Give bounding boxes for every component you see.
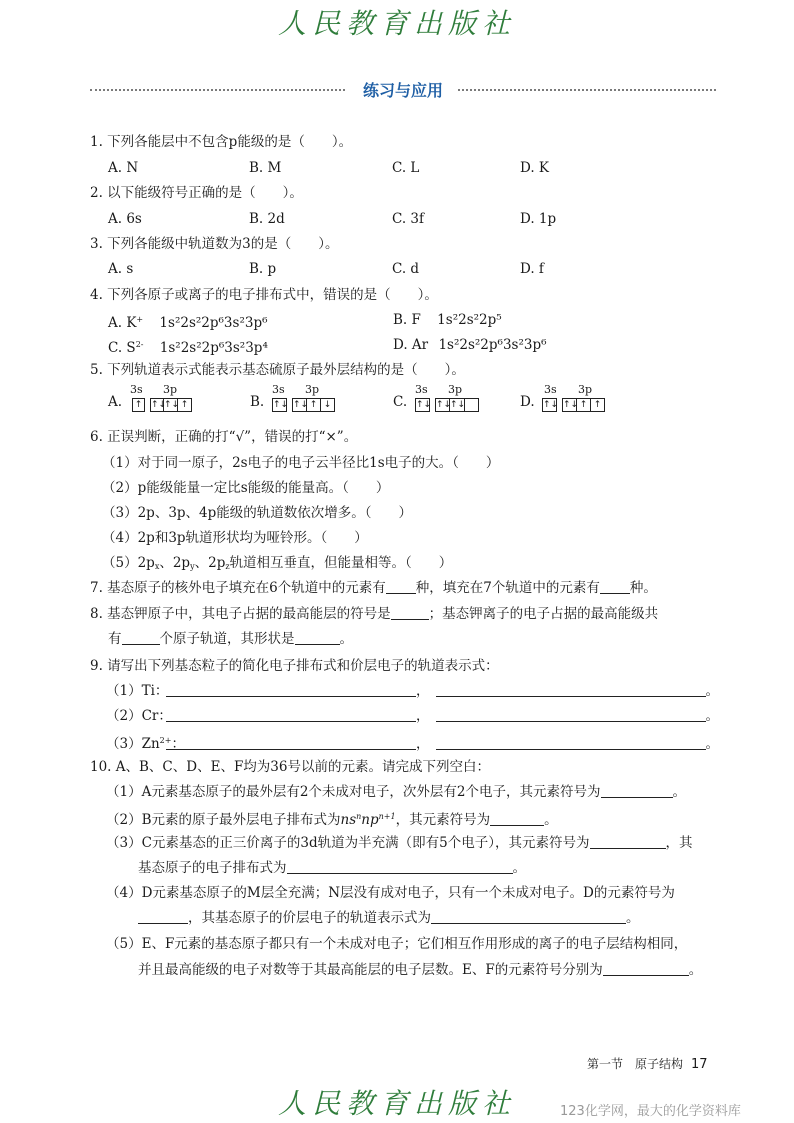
question-10-item-3-line-2 (138, 859, 526, 877)
question-4-option-a (108, 311, 268, 332)
label-3p: 3p (305, 383, 320, 396)
period: 。 (544, 812, 558, 828)
period: 。 (705, 683, 719, 699)
question-4-option-c (108, 336, 268, 357)
q8-part-1: 8. 基态钾原子中，其电子占据的最高能层的符号是 (90, 606, 391, 622)
period: 。 (705, 708, 719, 724)
question-2-stem: 2. 以下能级符号正确的是（ ）。 (90, 185, 303, 201)
option-b-label: B. F (393, 312, 421, 328)
comma: ， (416, 708, 430, 724)
q10-i2-text-b: ，其元素符号为 (395, 812, 491, 828)
question-7 (90, 579, 657, 597)
q9-item-label: （3）Zn (106, 736, 160, 752)
orbital-diagram (542, 398, 610, 412)
question-3-option-b: B. p (249, 261, 277, 277)
q8-part-4: 个原子轨道，其形状是 (159, 631, 295, 647)
question-2-option-d: D. 1p (520, 211, 557, 227)
orbital-box: ↑↓ (164, 400, 180, 410)
q7-part-3: 种。 (629, 580, 657, 596)
answer-blank[interactable] (287, 860, 513, 874)
answer-blank[interactable] (590, 835, 666, 849)
question-3-option-d: D. f (520, 261, 544, 277)
option-letter: D. (520, 394, 535, 410)
item5-part-b: 、2p (159, 555, 191, 571)
formula-n: n (356, 812, 362, 821)
question-9-item-2 (106, 707, 719, 725)
question-6-item-2: （2）p能级能量一定比s能级的能量高。（ ） (102, 480, 390, 496)
answer-blank[interactable] (431, 910, 626, 924)
orbital-box: ↑↓ (436, 400, 452, 410)
option-letter: C. (393, 394, 408, 410)
label-3p: 3p (448, 383, 463, 396)
orbital-box: ↑ (591, 398, 605, 412)
option-d-label: D. Ar (393, 337, 429, 353)
q10-i3-text: （3）C元素基态的正三价离子的3d轨道为半充满（即有5个电子），其元素符号为 (106, 835, 590, 851)
q8-part-5: 。 (339, 631, 353, 647)
question-6-item-3: （3）2p、3p、4p能级的轨道数依次增多。（ ） (102, 505, 413, 521)
option-a-config: 1s²2s²2p⁶3s²3p⁶ (159, 315, 268, 331)
q8-part-2: ；基态钾离子的电子占据的最高能级共 (428, 606, 659, 622)
question-1-option-a: A. N (108, 160, 139, 176)
label-3s: 3s (415, 383, 428, 396)
answer-blank[interactable] (436, 736, 706, 750)
subscript-y: y (190, 562, 195, 571)
question-10-item-5-line-2 (138, 961, 702, 979)
formula-n-plus-1: n+1 (378, 812, 396, 821)
question-10-item-1 (106, 783, 686, 801)
question-2-option-c: C. 3f (392, 211, 425, 227)
q10-i2-text: （2）B元素的原子最外层电子排布式为 (106, 812, 341, 828)
orbital-box (465, 398, 479, 412)
q7-part-2: 种，填充在7个轨道中的元素有 (415, 580, 600, 596)
option-a-charge: + (136, 315, 144, 324)
answer-blank[interactable] (436, 683, 706, 697)
orbital-box: ↑↓ (543, 400, 559, 410)
question-3-option-a: A. s (108, 261, 134, 277)
answer-blank[interactable] (391, 606, 429, 620)
option-letter: B. (250, 394, 265, 410)
page-footer (587, 1055, 708, 1072)
orbital-box: ↑↓ (450, 400, 466, 410)
question-9-item-1 (106, 682, 719, 700)
label-3s: 3s (544, 383, 557, 396)
answer-blank[interactable] (600, 580, 630, 594)
option-c-charge: 2- (135, 340, 144, 349)
orbital-box: ↑ (307, 398, 321, 412)
period: 。 (512, 860, 526, 876)
q7-part-1: 7. 基态原子的核外电子填充在6个轨道中的元素有 (90, 580, 386, 596)
publisher-logo-top: 人民教育出版社 (277, 7, 516, 40)
question-1-option-b: B. M (249, 160, 282, 176)
orbital-box: ↑↓ (416, 400, 432, 410)
question-3-option-c: C. d (392, 261, 420, 277)
orbital-diagram (132, 398, 197, 412)
q9-item-label: （2）Cr： (106, 708, 172, 724)
answer-blank[interactable] (122, 631, 160, 645)
question-10-item-2 (106, 808, 558, 829)
question-2-option-a: A. 6s (108, 211, 142, 227)
orbital-diagram (272, 398, 340, 412)
orbital-box: ↑↓ (151, 400, 167, 410)
answer-blank[interactable] (490, 812, 544, 826)
question-1-option-c: C. L (392, 160, 420, 176)
item5-part-a: （5）2p (102, 555, 155, 571)
orbital-box: ↑↓ (273, 400, 289, 410)
q10-i3-text-c: 基态原子的电子排布式为 (138, 860, 287, 876)
question-10-item-4-line-1: （4）D元素基态原子的M层全充满；N层没有成对电子，只有一个未成对电子。D的元素符号为 (106, 885, 675, 901)
q10-i3-text-b: ，其 (665, 835, 693, 851)
q8-part-3: 有 (108, 631, 122, 647)
q9-item-label: （1）Ti： (106, 683, 169, 699)
subscript-x: x (154, 562, 160, 571)
question-9-item-3 (106, 732, 719, 753)
question-6-item-4: （4）2p和3p轨道形状均为哑铃形。（ ） (102, 530, 368, 546)
question-10-item-4-line-2 (138, 909, 640, 927)
question-2-option-b: B. 2d (249, 211, 285, 227)
question-10-stem: 10. A、B、C、D、E、F均为36号以前的元素。请完成下列空白： (90, 759, 490, 775)
page-number: 17 (691, 1057, 708, 1072)
question-1-option-d: D. K (520, 160, 550, 176)
answer-blank[interactable] (166, 736, 416, 750)
orbital-box: ↓ (321, 398, 335, 412)
question-5-stem: 5. 下列轨道表示式能表示基态硫原子最外层结构的是（ ）。 (90, 362, 465, 378)
period: 。 (626, 910, 640, 926)
footer-section-name: 第一节 原子结构 (587, 1057, 684, 1071)
period: 。 (672, 784, 687, 800)
section-title: 练习与应用 (362, 81, 443, 100)
option-a-label: A. K (108, 315, 137, 331)
question-4-option-d (393, 336, 547, 354)
orbital-box: ↑ (178, 398, 192, 412)
colon: ： (171, 736, 185, 752)
q10-i4-text-b: ，其基态原子的价层电子的轨道表示式为 (188, 910, 431, 926)
period: 。 (705, 736, 719, 752)
label-3s: 3s (130, 383, 143, 396)
item5-part-d: 轨道相互垂直，但能量相等。（ ） (229, 555, 453, 571)
question-8-line-2 (108, 630, 353, 648)
option-letter: A. (108, 394, 123, 410)
question-3-stem: 3. 下列各能级中轨道数为3的是（ ）。 (90, 236, 339, 252)
comma: ， (416, 736, 430, 752)
label-3p: 3p (163, 383, 178, 396)
formula-ns: ns (340, 812, 357, 828)
subscript-z: z (225, 562, 230, 571)
dotted-divider-right (458, 89, 716, 91)
question-6-stem: 6. 正误判断，正确的打“√”，错误的打“×”。 (90, 429, 358, 445)
answer-blank[interactable] (603, 962, 689, 976)
comma: ， (416, 683, 430, 699)
answer-blank[interactable] (436, 708, 706, 722)
orbital-box: ↑ (577, 398, 591, 412)
answer-blank[interactable] (295, 631, 340, 645)
answer-blank[interactable] (166, 708, 416, 722)
answer-blank[interactable] (166, 683, 416, 697)
label-3p: 3p (578, 383, 593, 396)
orbital-box: ↑↓ (563, 400, 579, 410)
period: 。 (688, 962, 703, 978)
orbital-box: ↑ (132, 398, 145, 412)
q10-i5-text-b: 并且最高能级的电子对数等于其最高能层的电子层数。E、F的元素符号分别为 (138, 962, 603, 978)
publisher-logo-bottom: 人民教育出版社 (277, 1087, 516, 1120)
dotted-divider-left (90, 89, 345, 91)
watermark-text: 123化学网，最大的化学资料库 (560, 1104, 741, 1119)
section-header (90, 78, 716, 102)
orbital-box: ↑↓ (293, 400, 309, 410)
label-3s: 3s (272, 383, 285, 396)
formula-np: np (361, 812, 379, 828)
question-10-item-5-line-1: （5）E、F元素的基态原子都只有一个未成对电子；它们相互作用形成的离子的电子层结构相同， (106, 936, 688, 952)
answer-blank[interactable] (138, 910, 188, 924)
question-10-item-3-line-1 (106, 834, 693, 852)
question-1-stem: 1. 下列各能层中不包含p能级的是（ ）。 (90, 134, 353, 150)
answer-blank[interactable] (601, 784, 673, 798)
question-4-option-b (393, 311, 502, 329)
item5-part-c: 、2p (194, 555, 226, 571)
option-c-config: 1s²2s²2p⁶3s²3p⁴ (159, 340, 268, 356)
question-9-stem: 9. 请写出下列基态粒子的简化电子排布式和价层电子的轨道表示式： (90, 658, 499, 674)
question-6-item-1: （1）对于同一原子，2s电子的电子云半径比1s电子的大。（ ） (102, 455, 500, 471)
question-6-item-5 (102, 554, 452, 576)
q10-i1-text: （1）A元素基态原子的最外层有2个未成对电子，次外层有2个电子，其元素符号为 (106, 784, 601, 800)
charge: 2+ (159, 736, 172, 745)
option-c-label: C. S (108, 340, 136, 356)
option-d-config: 1s²2s²2p⁶3s²3p⁶ (438, 337, 547, 353)
orbital-diagram (415, 398, 484, 412)
question-8-line-1 (90, 605, 658, 623)
question-4-stem: 4. 下列各原子或离子的电子排布式中，错误的是（ ）。 (90, 287, 438, 303)
answer-blank[interactable] (386, 580, 416, 594)
option-b-config: 1s²2s²2p⁵ (437, 312, 502, 328)
